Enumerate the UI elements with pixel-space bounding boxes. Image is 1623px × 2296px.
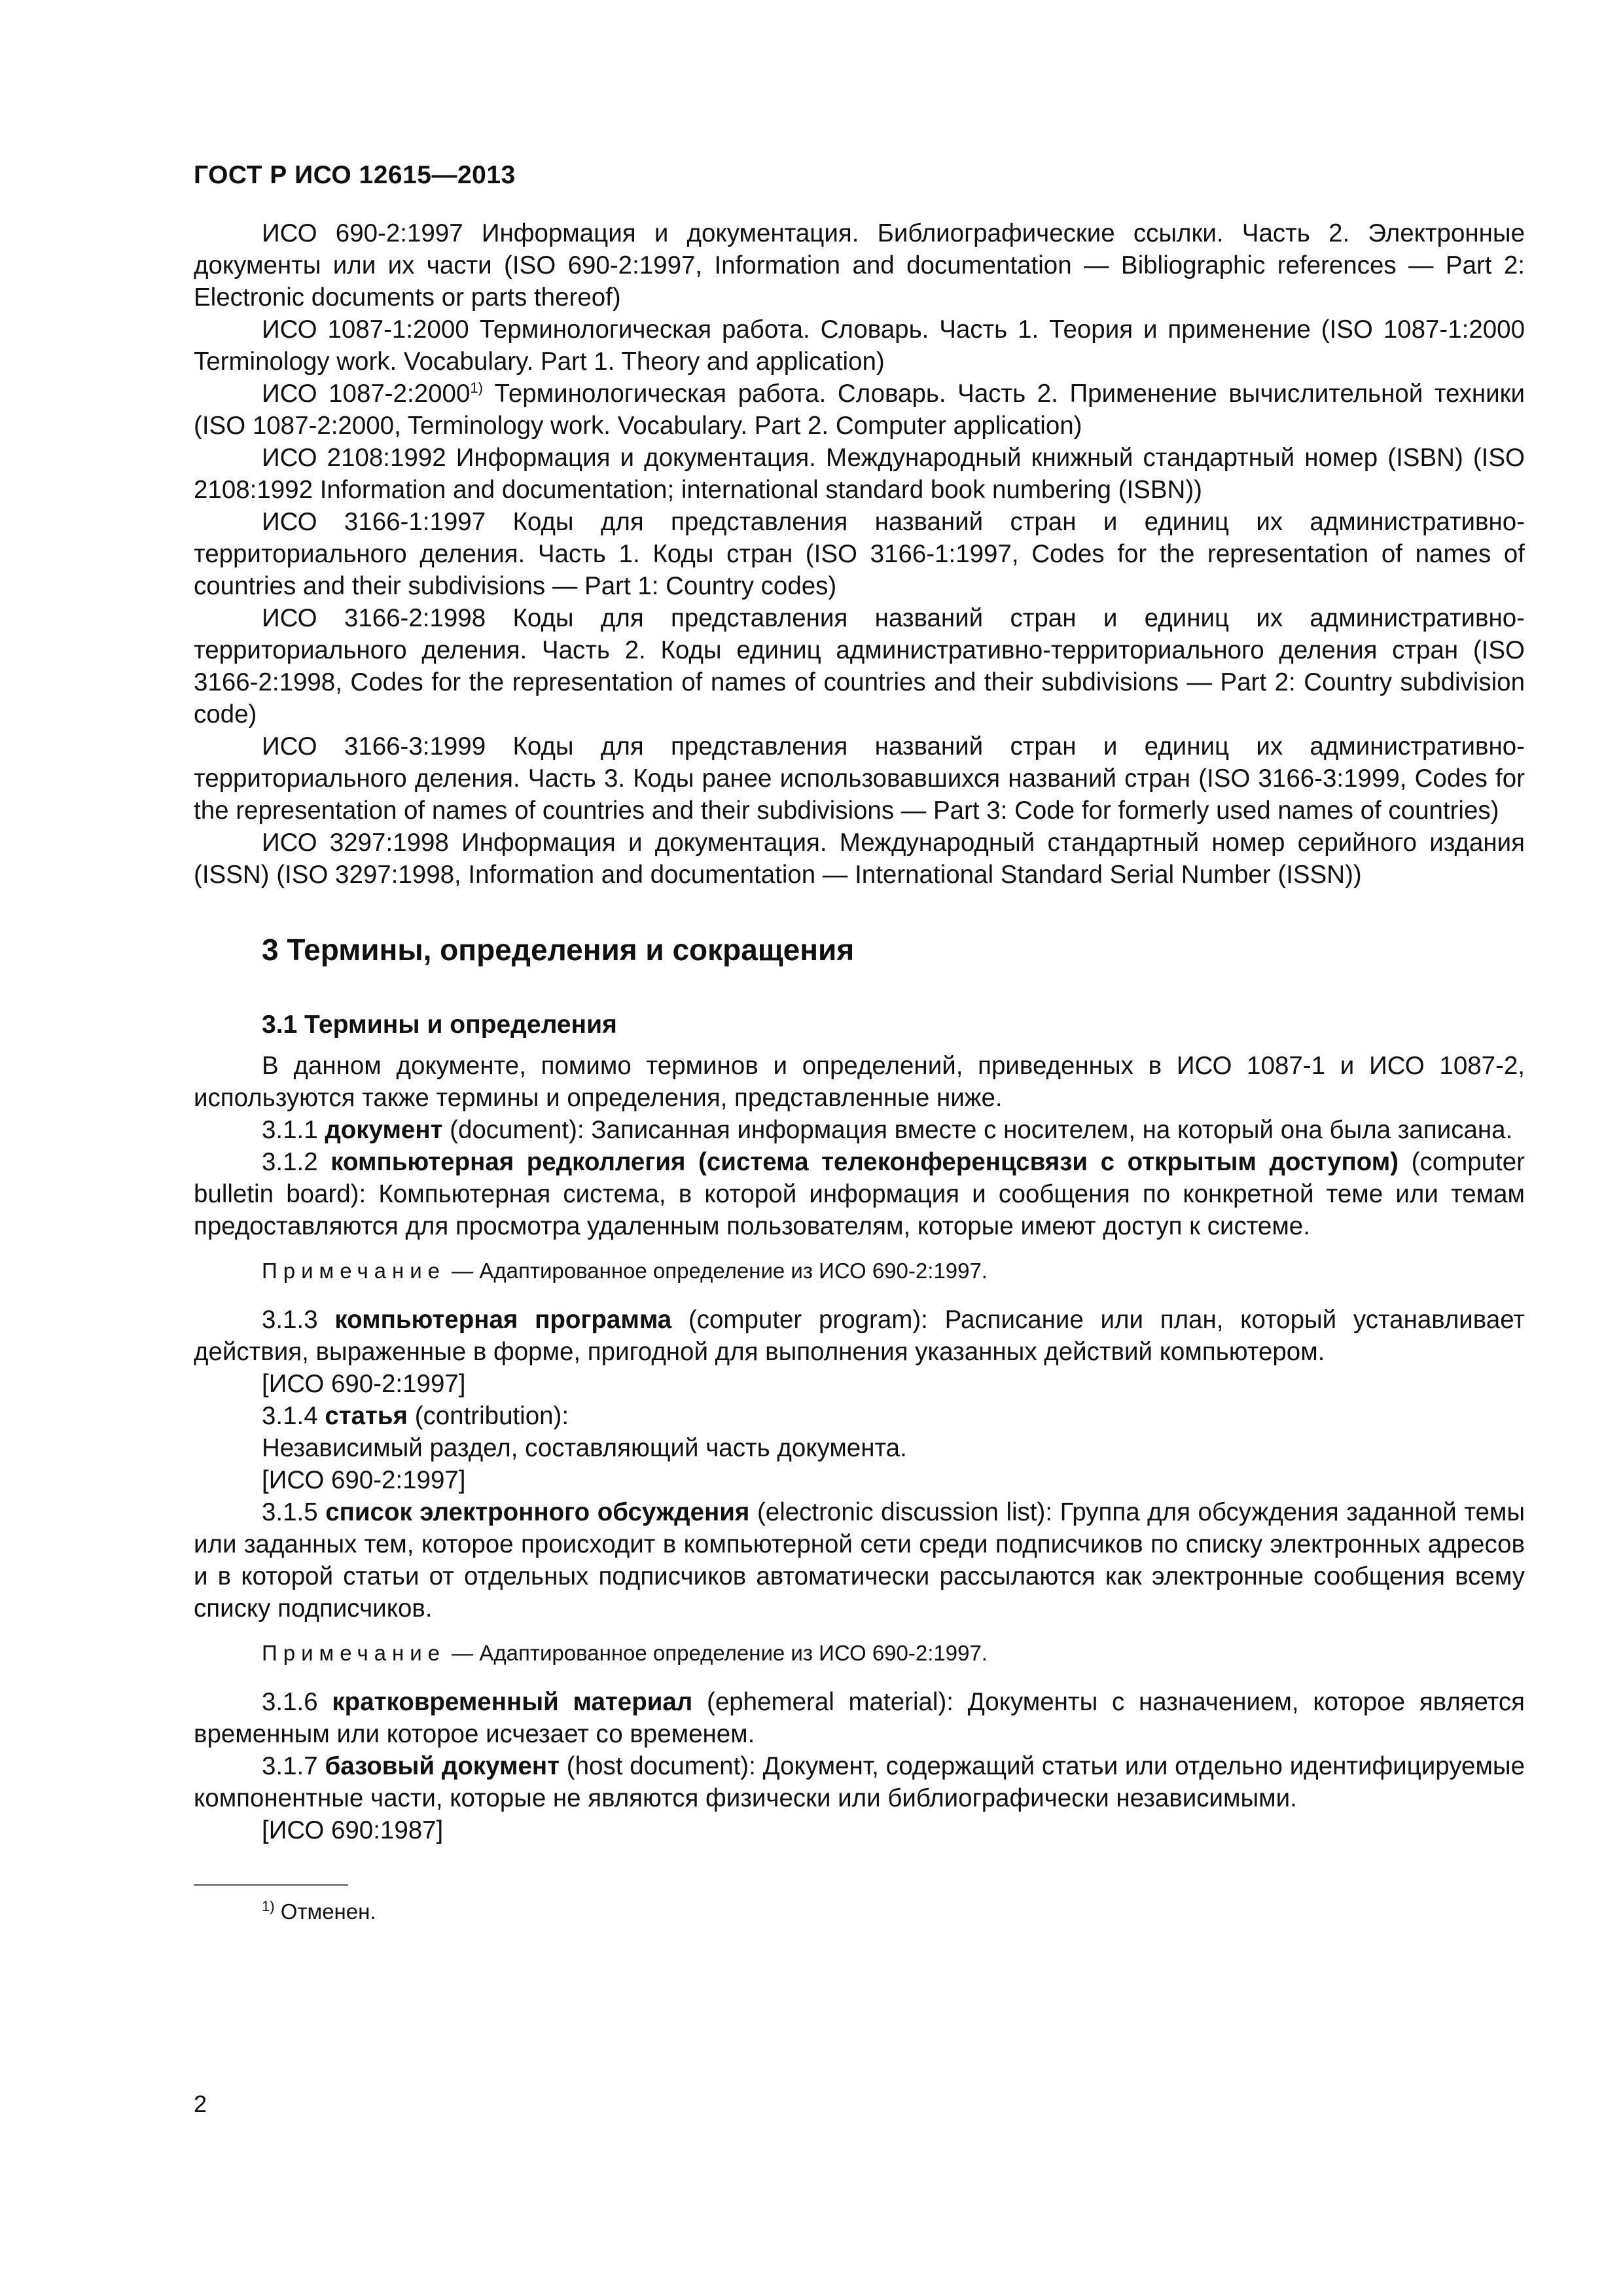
term-name: кратковременный материал bbox=[332, 1688, 693, 1716]
term-definition: (ephemeral material): Документы с назначением, которое является временным или которое исчезает со временем. bbox=[194, 1688, 1525, 1748]
reference-code: ИСО 1087-2:2000 bbox=[262, 380, 471, 408]
footnote-text: Отменен. bbox=[274, 1899, 376, 1924]
subsection-title: 3.1 Термины и определения bbox=[262, 1011, 617, 1039]
terms-list bbox=[194, 1050, 1525, 1846]
footnote-marker: 1) bbox=[262, 1898, 275, 1914]
term-entry-3-1-4 bbox=[194, 1400, 1525, 1432]
term-definition: (contribution): bbox=[408, 1402, 569, 1430]
terms-intro: В данном документе, помимо терминов и определений, приведенных в ИСО 1087-1 и ИСО 1087-2, используются также термины и определения, представленные ниже. bbox=[194, 1052, 1525, 1112]
reference-item: ИСО 3166-2:1998 Коды для представления названий стран и единиц их административно-территориального деления. Часть 2. Коды единиц административно-территориального деления стран (ISO 3166-2:1998, Codes for the representation of names of countries and their subdivisions — Part 2: Country subdivision code) bbox=[194, 604, 1525, 728]
note-text: — Адаптированное определение из ИСО 690-2:1997. bbox=[446, 1641, 988, 1665]
term-source: [ИСО 690-2:1997] bbox=[262, 1466, 466, 1494]
note-label: Примечание bbox=[262, 1259, 446, 1283]
term-number: 3.1.2 bbox=[262, 1148, 331, 1176]
term-entry-3-1-6 bbox=[194, 1686, 1525, 1750]
reference-item: ИСО 690-2:1997 Информация и документация. Библиографические ссылки. Часть 2. Электронные документы или их части (ISO 690-2:1997, Information and documentation — Bibliographic references — Part 2: Electronic documents or parts thereof) bbox=[194, 219, 1525, 312]
term-number: 3.1.3 bbox=[262, 1306, 335, 1334]
reference-item: ИСО 2108:1992 Информация и документация. Международный книжный стандартный номер (ISBN) (ISO 2108:1992 Information and documentation; international standard book numbering (ISBN)) bbox=[194, 444, 1525, 504]
term-name: статья bbox=[325, 1402, 408, 1430]
term-number: 3.1.5 bbox=[262, 1498, 326, 1526]
footnote bbox=[194, 1897, 1525, 1926]
term-name: базовый документ bbox=[325, 1752, 560, 1780]
term-source: [ИСО 690-2:1997] bbox=[262, 1370, 466, 1398]
section-title: 3 Термины, определения и сокращения bbox=[262, 933, 855, 967]
term-definition: (electronic discussion list): Группа для обсуждения заданной темы или заданных тем, которое происходит в компьютерной сети среди подписчиков по списку электронных адресов и в которой статьи от отдельных подписчиков автоматически рассылаются как электронные сообщения всему списку подписчиков. bbox=[194, 1498, 1525, 1623]
term-entry-3-1-7 bbox=[194, 1750, 1525, 1814]
reference-item: ИСО 3166-3:1999 Коды для представления названий стран и единиц их административно-территориального деления. Часть 3. Коды ранее использовавшихся названий стран (ISO 3166-3:1999, Codes for the representation of names of countries and their subdivisions — Part 3: Code for formerly used names of countries) bbox=[194, 732, 1525, 825]
reference-item: ИСО 3166-1:1997 Коды для представления названий стран и единиц их административно-территориального деления. Часть 1. Коды стран (ISO 3166-1:1997, Codes for the representation of names of countries and their subdivisions — Part 1: Country codes) bbox=[194, 508, 1525, 600]
reference-item: ИСО 3297:1998 Информация и документация. Международный стандартный номер серийного издания (ISSN) (ISO 3297:1998, Information and documentation — International Standard Serial Number (ISSN)) bbox=[194, 829, 1525, 889]
term-definition-line: Независимый раздел, составляющий часть документа. bbox=[262, 1434, 907, 1462]
reference-item: ИСО 1087-1:2000 Терминологическая работа. Словарь. Часть 1. Теория и применение (ISO 1087-1:2000 Terminology work. Vocabulary. Part 1. Theory and application) bbox=[194, 315, 1525, 376]
term-definition: (document): Записанная информация вместе с носителем, на который она была записана. bbox=[442, 1116, 1513, 1144]
note-label: Примечание bbox=[262, 1641, 446, 1665]
term-number: 3.1.6 bbox=[262, 1688, 332, 1716]
footnote-marker: 1) bbox=[470, 380, 483, 397]
document-header: ГОСТ Р ИСО 12615—2013 bbox=[194, 161, 516, 189]
term-definition: (host document): Документ, содержащий статьи или отдельно идентифицируемые компонентные части, которые не являются физически или библиографически независимыми. bbox=[194, 1752, 1525, 1812]
term-definition: (computer program): Расписание или план, который устанавливает действия, выраженные в форме, пригодной для выполнения указанных действий компьютером. bbox=[194, 1306, 1525, 1366]
normative-references bbox=[194, 217, 1525, 891]
note-text: — Адаптированное определение из ИСО 690-2:1997. bbox=[446, 1259, 988, 1283]
reference-text: Терминологическая работа. Словарь. Часть 2. Применение вычислительной техники (ISO 1087-2:2000, Terminology work. Vocabulary. Part 2. Computer application) bbox=[194, 380, 1525, 440]
term-name: компьютерная программа bbox=[334, 1306, 672, 1334]
term-definition: (computer bulletin board): Компьютерная система, в которой информация и сообщения по конкретной теме или темам предоставляются для просмотра удаленным пользователям, которые имеют доступ к системе. bbox=[194, 1148, 1525, 1240]
page-number: 2 bbox=[194, 2090, 207, 2117]
term-number: 3.1.4 bbox=[262, 1402, 325, 1430]
term-entry-3-1-2 bbox=[194, 1146, 1525, 1242]
term-entry-3-1-3 bbox=[194, 1304, 1525, 1368]
term-name: компьютерная редколлегия (система телеконференцсвязи с открытым доступом) bbox=[330, 1148, 1399, 1176]
term-entry-3-1-1 bbox=[194, 1114, 1525, 1146]
term-name: список электронного обсуждения bbox=[325, 1498, 750, 1526]
term-number: 3.1.7 bbox=[262, 1752, 325, 1780]
footnote-divider bbox=[194, 1884, 348, 1886]
document-page bbox=[194, 161, 1525, 1926]
term-entry-3-1-5 bbox=[194, 1496, 1525, 1624]
term-source: [ИСО 690:1987] bbox=[262, 1816, 444, 1844]
reference-item bbox=[194, 378, 1525, 442]
term-number: 3.1.1 bbox=[262, 1116, 325, 1144]
term-name: документ bbox=[325, 1116, 443, 1144]
note bbox=[194, 1257, 1525, 1285]
note bbox=[194, 1639, 1525, 1668]
